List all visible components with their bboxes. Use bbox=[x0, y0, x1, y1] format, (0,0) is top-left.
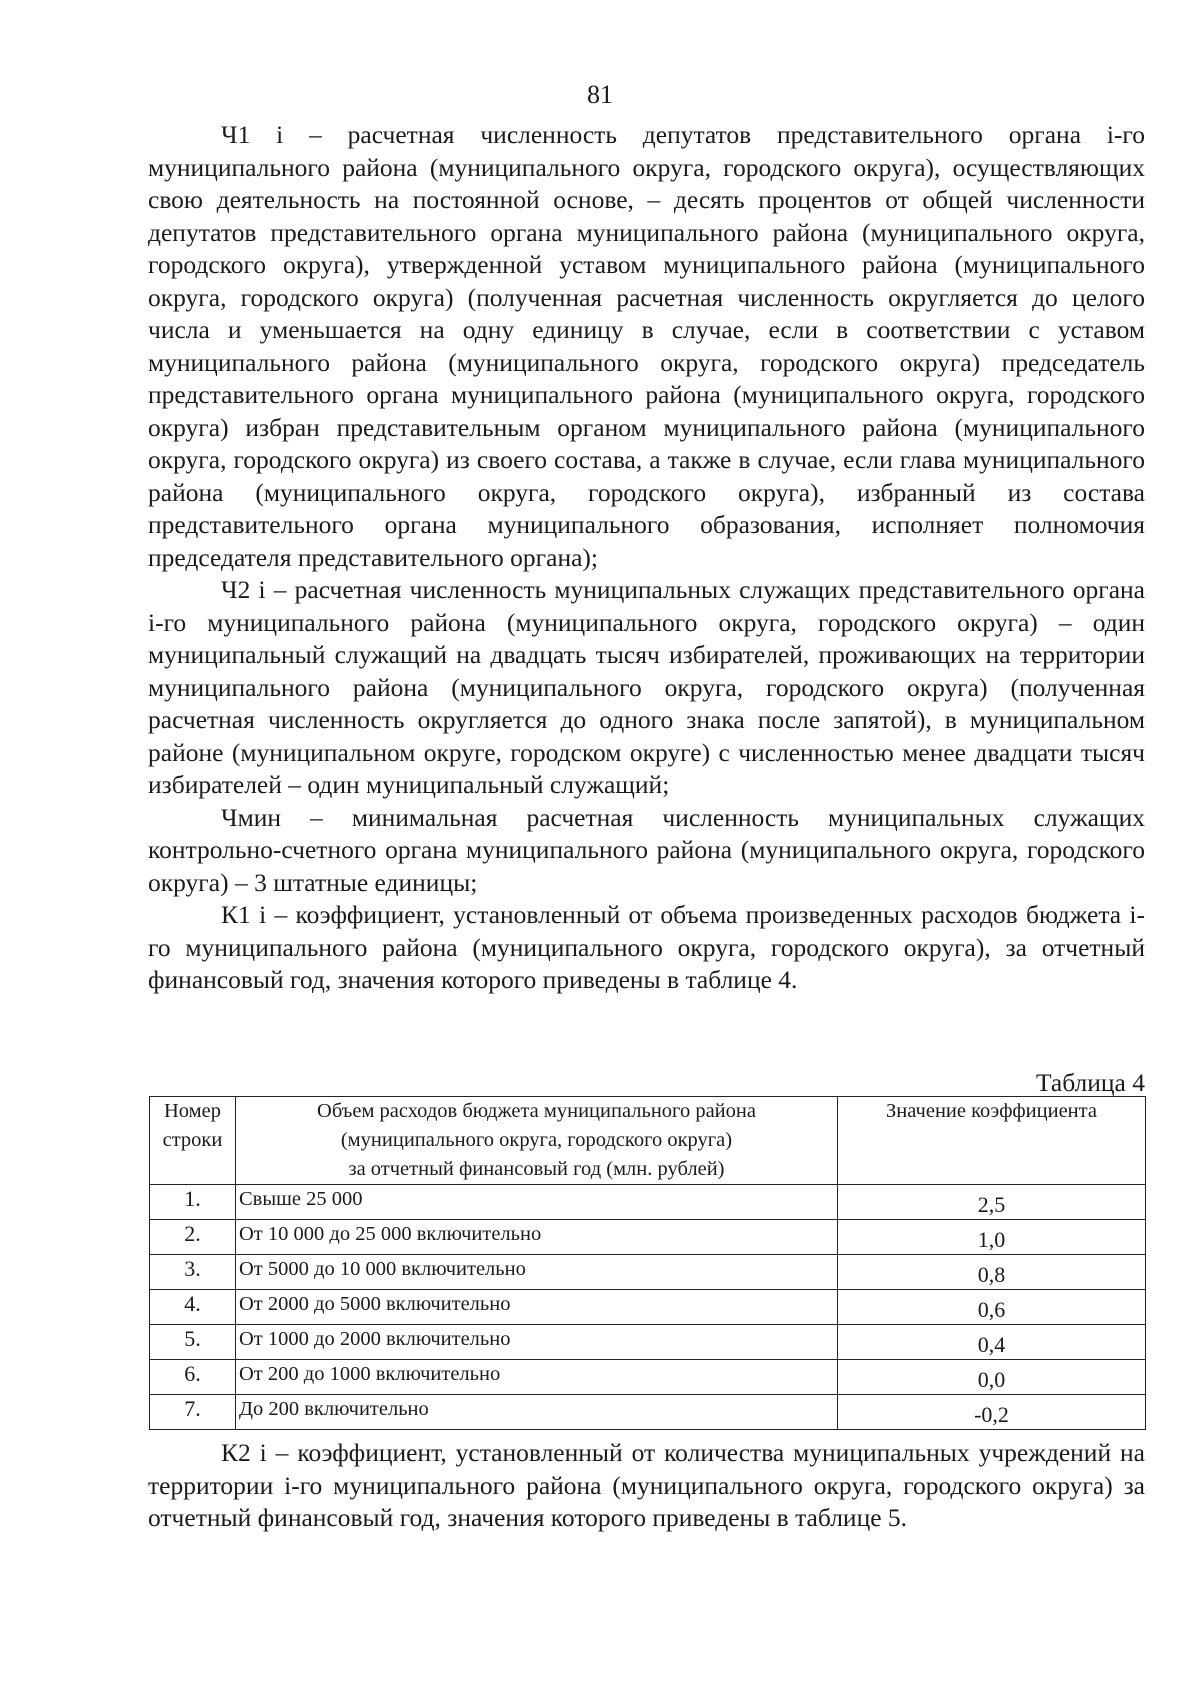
table-row bbox=[150, 1185, 1146, 1220]
row-budget-range: От 10 000 до 25 000 включительно bbox=[236, 1220, 838, 1255]
page-number: 81 bbox=[587, 80, 613, 109]
row-number: 6. bbox=[150, 1360, 236, 1395]
after-table-text bbox=[148, 1437, 1145, 1535]
row-coefficient: 0,4 bbox=[838, 1325, 1146, 1360]
paragraph-chmin: Чмин – минимальная расчетная численность муниципальных служащих контрольно-счетного органа муниципального района (муниципального округа, городского округа) – 3 штатные единицы; bbox=[148, 802, 1145, 897]
table-row bbox=[150, 1325, 1146, 1360]
row-number: 7. bbox=[150, 1395, 236, 1430]
row-number: 3. bbox=[150, 1255, 236, 1290]
row-coefficient: 0,6 bbox=[838, 1290, 1146, 1325]
header-row-number bbox=[150, 1097, 236, 1185]
table-header-row bbox=[150, 1097, 1146, 1185]
paragraph-ch1: Ч1 i – расчетная численность депутатов представительного органа i-го муниципального района (муниципального округа, городского округа), осуществляющих свою деятельность на постоянной основе, – десять процентов от общей численности депутатов представительного органа муниципального района (муниципального округа, городского округа), утвержденной уставом муниципального района (муниципального округа, городского округа) (полученная расчетная численность округляется до целого числа и уменьшается на одну единицу в случае, если в соответствии с уставом муниципального района (муниципального округа, городского округа) председатель представительного органа муниципального района (муниципального округа, городского округа) избран представительным органом муниципального района (муниципального округа, городского округа) из своего состава, а также в случае, если глава муниципального района (муниципального округа, городского округа), избранный из состава представительного органа муниципального образования, исполняет полномочия председателя представительного органа); bbox=[148, 120, 1145, 572]
header-budget-volume-line3: за отчетный финансовый год (млн. рублей) bbox=[348, 1158, 725, 1180]
row-budget-range: До 200 включительно bbox=[236, 1395, 838, 1430]
row-coefficient: -0,2 bbox=[838, 1395, 1146, 1430]
row-coefficient: 1,0 bbox=[838, 1220, 1146, 1255]
paragraph-ch2: Ч2 i – расчетная численность муниципальных служащих представительного органа i-го муниципального района (муниципального округа, городского округа) – один муниципальный служащий на двадцать тысяч избирателей, проживающих на территории муниципального района (муниципального округа, городского округа) (полученная расчетная численность округляется до одного знака после запятой), в муниципальном районе (муниципальном округе, городском округе) с численностью менее двадцати тысяч избирателей – один муниципальный служащий; bbox=[148, 575, 1145, 799]
row-number: 2. bbox=[150, 1220, 236, 1255]
header-budget-volume bbox=[236, 1097, 838, 1185]
row-budget-range: От 2000 до 5000 включительно bbox=[236, 1290, 838, 1325]
header-budget-volume-line2: (муниципального округа, городского округа) bbox=[340, 1129, 733, 1151]
row-coefficient: 0,0 bbox=[838, 1360, 1146, 1395]
row-number: 1. bbox=[150, 1185, 236, 1220]
header-row-number-line1: Номер bbox=[164, 1100, 221, 1122]
body-text bbox=[148, 119, 1145, 997]
row-number: 5. bbox=[150, 1325, 236, 1360]
row-budget-range: От 200 до 1000 включительно bbox=[236, 1360, 838, 1395]
row-budget-range: От 5000 до 10 000 включительно bbox=[236, 1255, 838, 1290]
header-budget-volume-line1: Объем расходов бюджета муниципального района bbox=[317, 1100, 756, 1122]
paragraph-k1: К1 i – коэффициент, установленный от объема произведенных расходов бюджета i-го муниципального района (муниципального округа, городского округа), за отчетный финансовый год, значения которого приведены в таблице 4. bbox=[148, 900, 1145, 994]
table-row bbox=[150, 1395, 1146, 1430]
table-row bbox=[150, 1290, 1146, 1325]
table-row bbox=[150, 1220, 1146, 1255]
header-row-number-line2: строки bbox=[162, 1129, 223, 1151]
row-coefficient: 2,5 bbox=[838, 1185, 1146, 1220]
row-number: 4. bbox=[150, 1290, 236, 1325]
coefficient-table bbox=[149, 1096, 1146, 1430]
paragraph-k2: К2 i – коэффициент, установленный от количества муниципальных учреждений на территории i-го муниципального района (муниципального округа, городского округа) за отчетный финансовый год, значения которого приведены в таблице 5. bbox=[148, 1438, 1145, 1532]
row-coefficient: 0,8 bbox=[838, 1255, 1146, 1290]
header-coefficient: Значение коэффициента bbox=[838, 1097, 1146, 1185]
table-row bbox=[150, 1255, 1146, 1290]
row-budget-range: От 1000 до 2000 включительно bbox=[236, 1325, 838, 1360]
table-row bbox=[150, 1360, 1146, 1395]
row-budget-range: Свыше 25 000 bbox=[236, 1185, 838, 1220]
table-caption: Таблица 4 bbox=[1035, 1068, 1145, 1097]
